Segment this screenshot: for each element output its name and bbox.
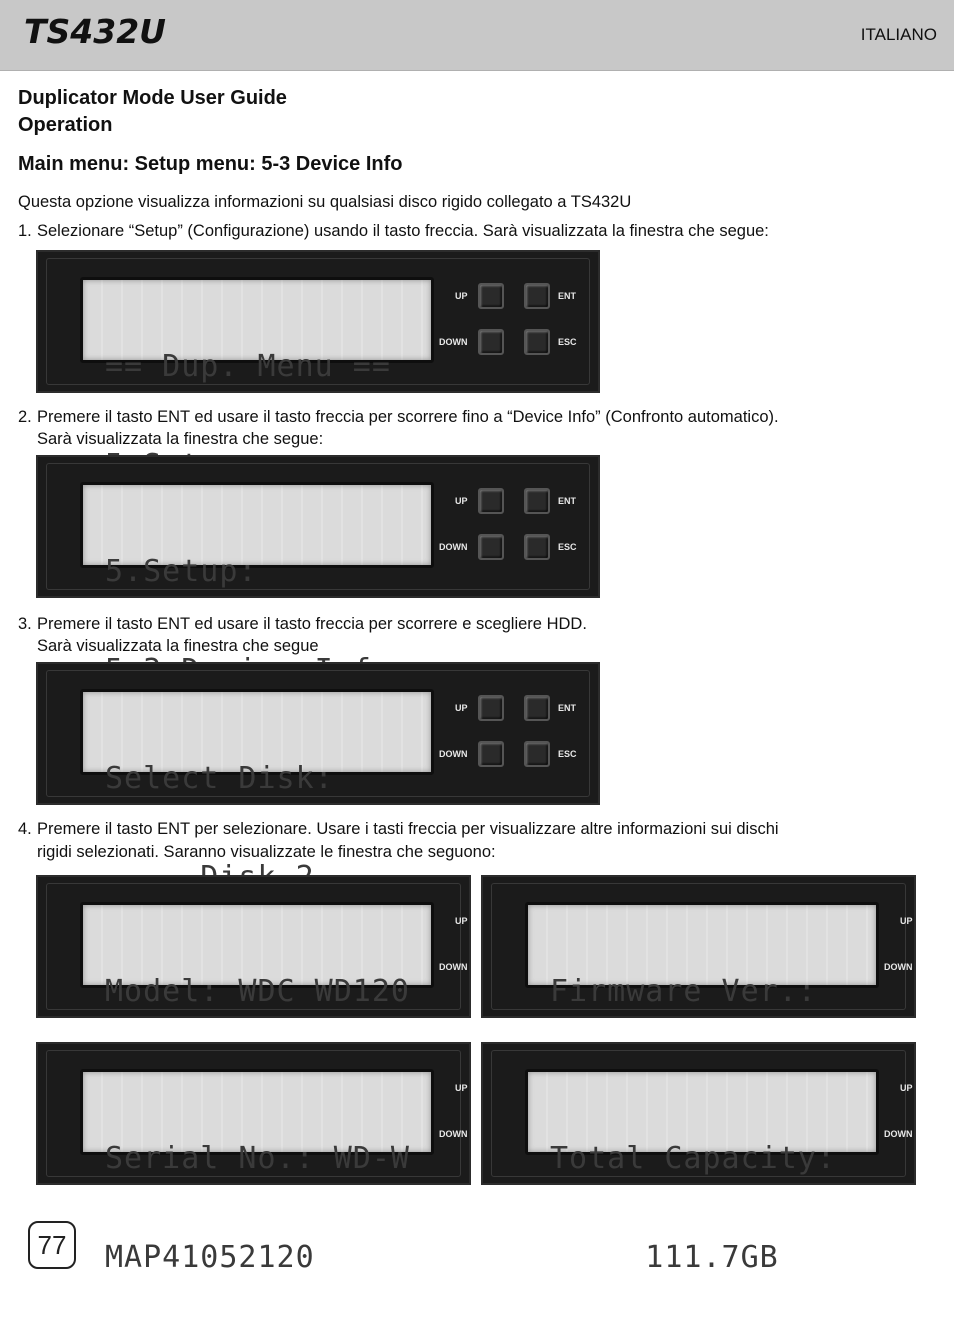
lcd-screen bbox=[525, 902, 879, 1009]
step-text: Selezionare “Setup” (Configurazione) usando il tasto freccia. Sarà visualizzata la finestra che segue: bbox=[37, 222, 769, 240]
up-button[interactable] bbox=[478, 488, 504, 514]
down-label: DOWN bbox=[884, 962, 913, 972]
down-label: DOWN bbox=[439, 542, 468, 552]
brand-title: TS432U bbox=[24, 12, 166, 51]
ent-label: ENT bbox=[558, 291, 576, 301]
down-label: DOWN bbox=[884, 1129, 913, 1139]
down-button[interactable] bbox=[478, 329, 504, 355]
lcd-line-1: == Dup. Menu == bbox=[105, 349, 391, 384]
down-button[interactable] bbox=[478, 534, 504, 560]
ent-button[interactable] bbox=[524, 695, 550, 721]
ent-label: ENT bbox=[558, 496, 576, 506]
down-label: DOWN bbox=[439, 962, 468, 972]
operation-heading: Operation bbox=[18, 114, 113, 136]
ent-button[interactable] bbox=[524, 283, 550, 309]
lcd-panel-dup-menu bbox=[36, 250, 600, 393]
up-label: UP bbox=[900, 1083, 913, 1093]
step-number: 1. bbox=[18, 222, 32, 240]
lcd-screen bbox=[80, 689, 434, 796]
step-number: 4. bbox=[18, 820, 32, 838]
lcd-panel-model bbox=[36, 875, 471, 1018]
lcd-line-1: 5.Setup: bbox=[105, 554, 258, 589]
page-number: 77 bbox=[28, 1221, 76, 1269]
lcd-panel-firmware bbox=[481, 875, 916, 1018]
ent-button[interactable] bbox=[524, 488, 550, 514]
lcd-screen bbox=[80, 277, 434, 384]
lcd-panel-select-disk bbox=[36, 662, 600, 805]
lcd-line-1: Select Disk: bbox=[105, 761, 334, 796]
down-label: DOWN bbox=[439, 337, 468, 347]
step-text: Premere il tasto ENT ed usare il tasto freccia per scorrere fino a “Device Info” (Confronto automatico). bbox=[37, 408, 779, 426]
step-3 bbox=[18, 615, 587, 634]
esc-label: ESC bbox=[558, 337, 577, 347]
step-2-line-2: Sarà visualizzata la finestra che segue: bbox=[37, 430, 324, 448]
step-4 bbox=[18, 820, 779, 839]
lcd-panel-setup bbox=[36, 455, 600, 598]
guide-heading: Duplicator Mode User Guide bbox=[18, 87, 287, 109]
esc-label: ESC bbox=[558, 749, 577, 759]
up-label: UP bbox=[455, 916, 468, 926]
step-text: Premere il tasto ENT ed usare il tasto freccia per scorrere e scegliere HDD. bbox=[37, 615, 587, 633]
lcd-screen bbox=[525, 1069, 879, 1275]
lcd-line-1: Total Capacity: bbox=[550, 1141, 836, 1176]
lcd-line-1: Model: WDC WD120 bbox=[105, 974, 410, 1009]
step-2 bbox=[18, 408, 779, 427]
intro-text: Questa opzione visualizza informazioni su qualsiasi disco rigido collegato a TS432U bbox=[18, 193, 632, 211]
lcd-line-1: Serial No.: WD-W bbox=[105, 1141, 410, 1176]
step-1 bbox=[18, 222, 769, 241]
up-label: UP bbox=[455, 703, 468, 713]
lcd-screen bbox=[80, 1069, 434, 1275]
step-number: 3. bbox=[18, 615, 32, 633]
esc-button[interactable] bbox=[524, 534, 550, 560]
lcd-line-2: MAP41052120 bbox=[105, 1240, 315, 1275]
down-label: DOWN bbox=[439, 749, 468, 759]
esc-button[interactable] bbox=[524, 329, 550, 355]
esc-button[interactable] bbox=[524, 741, 550, 767]
step-text: Premere il tasto ENT per selezionare. Usare i tasti freccia per visualizzare altre informazioni sui dischi bbox=[37, 820, 779, 838]
down-button[interactable] bbox=[478, 741, 504, 767]
down-label: DOWN bbox=[439, 1129, 468, 1139]
lcd-panel-capacity bbox=[481, 1042, 916, 1275]
lcd-line-2: 111.7GB bbox=[550, 1240, 779, 1275]
step-4-line-2: rigidi selezionati. Saranno visualizzate le finestra che seguono: bbox=[37, 843, 496, 861]
up-button[interactable] bbox=[478, 695, 504, 721]
lcd-screen bbox=[80, 902, 434, 1009]
esc-label: ESC bbox=[558, 542, 577, 552]
ent-label: ENT bbox=[558, 703, 576, 713]
up-label: UP bbox=[900, 916, 913, 926]
up-label: UP bbox=[455, 1083, 468, 1093]
step-3-line-2: Sarà visualizzata la finestra che segue bbox=[37, 637, 319, 655]
lcd-screen bbox=[80, 482, 434, 589]
page-header bbox=[0, 0, 954, 71]
lcd-line-1: Firmware Ver.: bbox=[550, 974, 817, 1009]
section-heading: Main menu: Setup menu: 5-3 Device Info bbox=[18, 153, 403, 175]
step-number: 2. bbox=[18, 408, 32, 426]
up-label: UP bbox=[455, 496, 468, 506]
up-label: UP bbox=[455, 291, 468, 301]
up-button[interactable] bbox=[478, 283, 504, 309]
language-label: ITALIANO bbox=[860, 25, 937, 44]
